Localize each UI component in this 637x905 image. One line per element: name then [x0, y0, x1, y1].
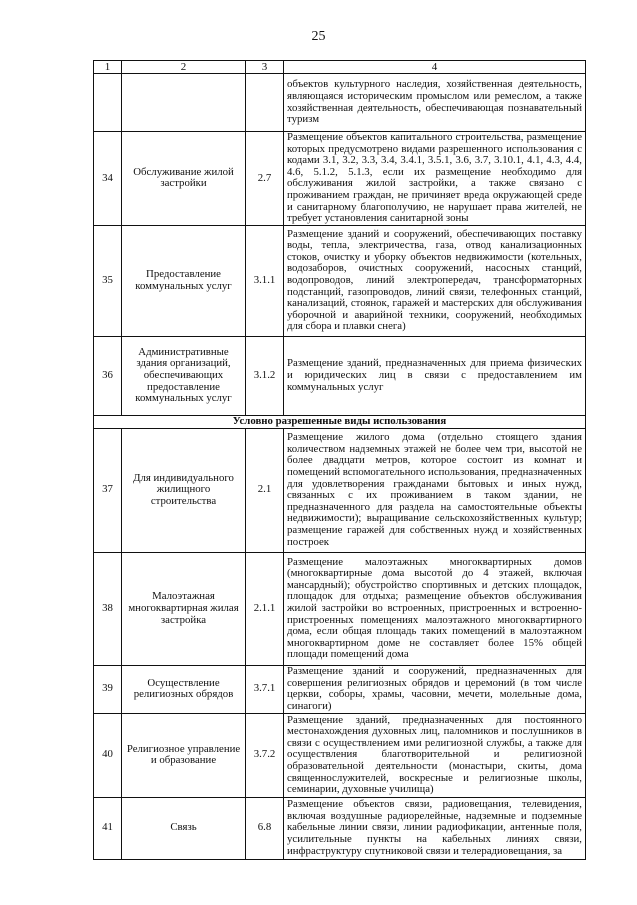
- use-type-code: 6.8: [246, 797, 284, 859]
- use-type-description: Размещение зданий и сооружений, обеспечивающих поставку воды, тепла, электричества, газа, отвод канализационных стоков, очистку и уборку объектов недвижимости (котельных, водозаборов, очистных сооружений, насосных станций, водопроводов, линий электропередач, трансформаторных подстанций, газопроводов, линий связи, телефонных станций, канализаций, стоянок, гаражей и мастерских для обслуживания уборочной и аварийной техники, сооружений, необходимых для сбора и плавки снега): [284, 225, 586, 336]
- table-row: [94, 713, 586, 797]
- row-number: 36: [94, 336, 122, 415]
- table-row-continuation: [94, 74, 586, 132]
- section-header-row: [94, 415, 586, 428]
- use-type-description: объектов культурного наследия, хозяйственная деятельность, являющаяся историческим промыслом или ремеслом, а также хозяйственная деятельность, обеспечивающая познавательный туризм: [284, 74, 586, 132]
- page-number: 25: [311, 29, 326, 44]
- table-row: [94, 336, 586, 415]
- use-type-code: 2.1.1: [246, 552, 284, 665]
- use-type-description: Размещение зданий, предназначенных для постоянного местонахождения духовных лиц, паломников и послушников в связи с осуществлением ими религиозной службы, а также для осуществления благотворительной и религиозной образовательной деятельности (монастыри, скиты, дома священнослужителей, воскресные и религиозные школы, семинарии, духовные училища): [284, 713, 586, 797]
- land-use-table: [93, 60, 586, 860]
- row-number: [94, 74, 122, 132]
- table-row: [94, 132, 586, 226]
- row-number: 39: [94, 665, 122, 713]
- table-row: [94, 552, 586, 665]
- column-header: 1: [94, 61, 122, 74]
- use-type-name: Административные здания организаций, обеспечивающих предоставление коммунальных услуг: [122, 336, 246, 415]
- row-number: 35: [94, 225, 122, 336]
- use-type-code: 2.7: [246, 132, 284, 226]
- use-type-name: Малоэтажная многоквартирная жилая застройка: [122, 552, 246, 665]
- table-row: [94, 797, 586, 859]
- use-type-code: [246, 74, 284, 132]
- use-type-name: Обслуживание жилой застройки: [122, 132, 246, 226]
- use-type-description: Размещение объектов связи, радиовещания, телевидения, включая воздушные радиорелейные, надземные и подземные кабельные линии связи, линии радиофикации, антенные поля, усилительные пункты на кабельных линиях связи, инфраструктуру спутниковой связи и телерадиовещания, за: [284, 797, 586, 859]
- column-header: 2: [122, 61, 246, 74]
- row-number: 41: [94, 797, 122, 859]
- table-row: [94, 428, 586, 552]
- table-row: [94, 225, 586, 336]
- use-type-code: 3.1.1: [246, 225, 284, 336]
- use-type-description: Размещение жилого дома (отдельно стоящего здания количеством надземных этажей не более чем три, высотой не более двадцати метров, которое состоит из комнат и помещений вспомогательного использования, предназначенных для удовлетворения гражданами бытовых и иных нужд, связанных с их проживанием в таком здании, не предназначенного для раздела на самостоятельные объекты недвижимости); выращивание сельскохозяйственных культур; размещение гаражей для собственных нужд и хозяйственных построек: [284, 428, 586, 552]
- section-title: Условно разрешенные виды использования: [94, 415, 586, 428]
- use-type-description: Размещение малоэтажных многоквартирных домов (многоквартирные дома высотой до 4 этажей, включая мансардный); обустройство спортивных и детских площадок, площадок для отдыха; размещение объектов обслуживания жилой застройки во встроенных, пристроенных и встроенно-пристроенных помещениях малоэтажного многоквартирного дома, если общая площадь таких помещений в малоэтажном многоквартирном доме не составляет более 15% общей площади помещений дома: [284, 552, 586, 665]
- use-type-name: Для индивидуального жилищного строительства: [122, 428, 246, 552]
- use-type-code: 3.7.2: [246, 713, 284, 797]
- use-type-code: 3.7.1: [246, 665, 284, 713]
- row-number: 38: [94, 552, 122, 665]
- use-type-name: Осуществление религиозных обрядов: [122, 665, 246, 713]
- use-type-description: Размещение объектов капитального строительства, размещение которых предусмотрено видами разрешенного использования с кодами 3.1, 3.2, 3.3, 3.4, 3.4.1, 3.5.1, 3.6, 3.7, 3.10.1, 4.1, 4.3, 4.4, 4.6, 5.1.2, 5.1.3, если их размещение необходимо для обслуживания жилой застройки, а также связано с проживанием граждан, не причиняет вреда окружающей среде и санитарному благополучию, не нарушает права жителей, не требует установления санитарной зоны: [284, 132, 586, 226]
- row-number: 37: [94, 428, 122, 552]
- use-type-code: 2.1: [246, 428, 284, 552]
- use-type-description: Размещение зданий, предназначенных для приема физических и юридических лиц в связи с предоставлением им коммунальных услуг: [284, 336, 586, 415]
- row-number: 34: [94, 132, 122, 226]
- column-header-row: [94, 61, 586, 74]
- use-type-name: Предоставление коммунальных услуг: [122, 225, 246, 336]
- row-number: 40: [94, 713, 122, 797]
- use-type-name: Связь: [122, 797, 246, 859]
- use-type-name: [122, 74, 246, 132]
- column-header: 4: [284, 61, 586, 74]
- use-type-description: Размещение зданий и сооружений, предназначенных для совершения религиозных обрядов и церемоний (в том числе церкви, соборы, храмы, часовни, мечети, молельные дома, синагоги): [284, 665, 586, 713]
- use-type-name: Религиозное управление и образование: [122, 713, 246, 797]
- use-type-code: 3.1.2: [246, 336, 284, 415]
- column-header: 3: [246, 61, 284, 74]
- table-row: [94, 665, 586, 713]
